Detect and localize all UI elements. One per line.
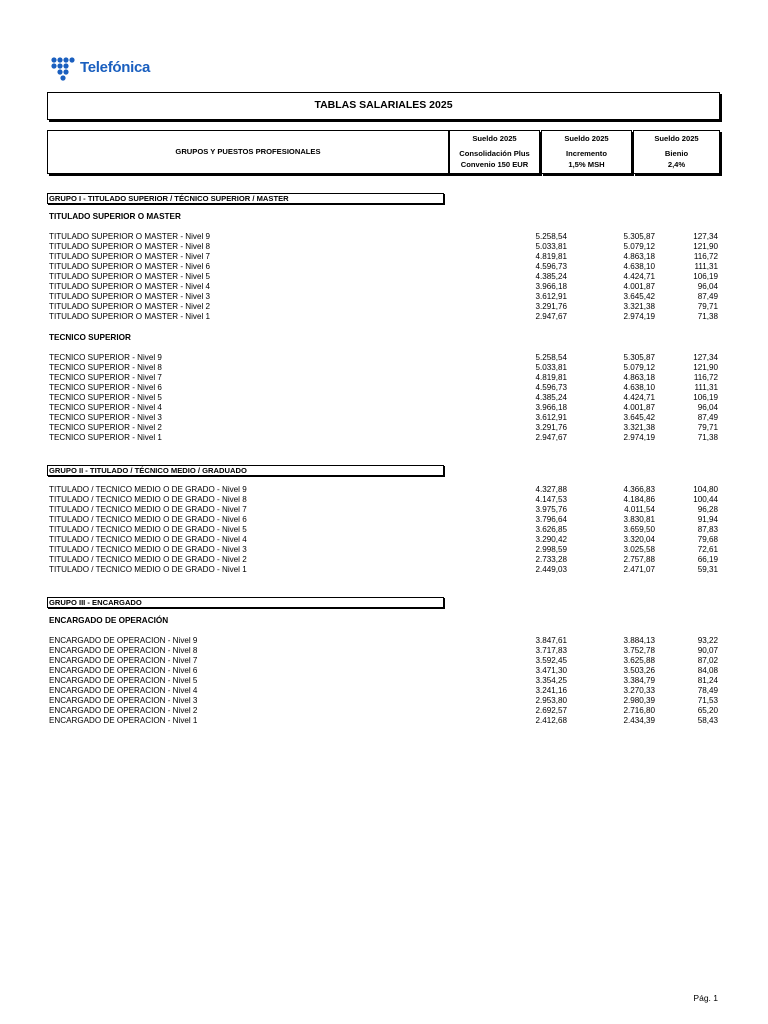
table-row bbox=[49, 383, 718, 393]
row-label: ENCARGADO DE OPERACION - Nivel 1 bbox=[49, 716, 198, 725]
section-subtitle: ENCARGADO DE OPERACIÓN bbox=[49, 616, 169, 625]
row-value-incremento: 4.011,54 bbox=[624, 505, 655, 514]
page-title: TABLAS SALARIALES 2025 bbox=[314, 99, 453, 111]
header-groups-label: GRUPOS Y PUESTOS PROFESIONALES bbox=[175, 147, 321, 156]
table-row bbox=[49, 353, 718, 363]
table-row bbox=[49, 686, 718, 696]
row-label: TITULADO / TECNICO MEDIO O DE GRADO - Nivel 8 bbox=[49, 495, 247, 504]
row-value-incremento: 3.659,50 bbox=[623, 525, 655, 534]
row-value-consolidacion: 3.717,83 bbox=[535, 646, 567, 655]
row-label: TECNICO SUPERIOR - Nivel 2 bbox=[49, 423, 162, 432]
row-value-consolidacion: 2.998,59 bbox=[535, 545, 567, 554]
row-value-bienio: 65,20 bbox=[697, 706, 718, 715]
row-value-bienio: 96,04 bbox=[697, 282, 718, 291]
row-value-consolidacion: 2.733,28 bbox=[535, 555, 567, 564]
row-value-incremento: 2.471,07 bbox=[623, 565, 655, 574]
row-label: ENCARGADO DE OPERACION - Nivel 9 bbox=[49, 636, 198, 645]
section-subtitle: TECNICO SUPERIOR bbox=[49, 333, 131, 342]
header-col3-line2: Bienio bbox=[664, 149, 689, 158]
row-value-bienio: 100,44 bbox=[693, 495, 718, 504]
row-label: TITULADO SUPERIOR O MASTER - Nivel 9 bbox=[49, 232, 210, 241]
table-row bbox=[49, 676, 718, 686]
row-value-consolidacion: 4.385,24 bbox=[535, 393, 567, 402]
row-value-incremento: 3.830,81 bbox=[623, 515, 655, 524]
table-row bbox=[49, 555, 718, 565]
row-value-consolidacion: 3.626,85 bbox=[535, 525, 567, 534]
row-label: TITULADO SUPERIOR O MASTER - Nivel 4 bbox=[49, 282, 210, 291]
row-value-bienio: 84,08 bbox=[697, 666, 718, 675]
row-value-bienio: 121,90 bbox=[693, 242, 718, 251]
row-value-bienio: 58,43 bbox=[697, 716, 718, 725]
group-title: GRUPO II - TITULADO / TÉCNICO MEDIO / GRADUADO bbox=[49, 466, 247, 475]
row-value-bienio: 116,72 bbox=[693, 373, 718, 382]
row-value-consolidacion: 4.819,81 bbox=[535, 373, 567, 382]
table-row bbox=[49, 363, 718, 373]
row-value-consolidacion: 4.147,53 bbox=[535, 495, 567, 504]
row-value-bienio: 79,71 bbox=[697, 423, 718, 432]
row-value-incremento: 3.321,38 bbox=[623, 423, 655, 432]
row-value-bienio: 127,34 bbox=[693, 232, 718, 241]
row-value-consolidacion: 4.596,73 bbox=[535, 383, 567, 392]
table-row bbox=[49, 312, 718, 322]
row-value-bienio: 91,94 bbox=[697, 515, 718, 524]
table-row bbox=[49, 302, 718, 312]
row-value-bienio: 127,34 bbox=[693, 353, 718, 362]
row-value-consolidacion: 3.290,42 bbox=[535, 535, 567, 544]
header-col1-line3: Convenio 150 EUR bbox=[460, 160, 529, 169]
row-value-bienio: 111,31 bbox=[694, 383, 718, 392]
title-box bbox=[47, 92, 720, 120]
row-value-incremento: 5.079,12 bbox=[623, 363, 655, 372]
row-value-consolidacion: 3.612,91 bbox=[535, 292, 567, 301]
company-logo bbox=[50, 56, 160, 82]
row-value-incremento: 2.434,39 bbox=[623, 716, 655, 725]
table-row bbox=[49, 373, 718, 383]
row-value-consolidacion: 2.947,67 bbox=[535, 433, 567, 442]
row-value-consolidacion: 3.471,30 bbox=[535, 666, 567, 675]
row-value-incremento: 4.424,71 bbox=[623, 272, 655, 281]
header-col2-line2: Incremento bbox=[566, 149, 607, 158]
row-label: TITULADO SUPERIOR O MASTER - Nivel 7 bbox=[49, 252, 210, 261]
table-row bbox=[49, 636, 718, 646]
row-value-incremento: 3.321,38 bbox=[623, 302, 655, 311]
row-label: ENCARGADO DE OPERACION - Nivel 6 bbox=[49, 666, 198, 675]
row-value-incremento: 2.980,39 bbox=[623, 696, 655, 705]
row-label: TECNICO SUPERIOR - Nivel 6 bbox=[49, 383, 162, 392]
row-value-bienio: 111,31 bbox=[694, 262, 718, 271]
row-value-consolidacion: 3.291,76 bbox=[535, 302, 567, 311]
header-col3-line1: Sueldo 2025 bbox=[654, 134, 699, 143]
row-value-incremento: 4.863,18 bbox=[623, 373, 655, 382]
row-value-incremento: 5.305,87 bbox=[623, 353, 655, 362]
group-title: GRUPO I - TITULADO SUPERIOR / TÉCNICO SUPERIOR / MASTER bbox=[49, 194, 289, 203]
table-row bbox=[49, 505, 718, 515]
table-row bbox=[49, 646, 718, 656]
telefonica-logo-icon bbox=[50, 56, 78, 82]
table-row bbox=[49, 565, 718, 575]
row-value-incremento: 4.001,87 bbox=[623, 403, 655, 412]
row-value-incremento: 5.305,87 bbox=[623, 232, 655, 241]
row-label: TITULADO SUPERIOR O MASTER - Nivel 2 bbox=[49, 302, 210, 311]
row-value-bienio: 90,07 bbox=[697, 646, 718, 655]
row-label: TITULADO / TECNICO MEDIO O DE GRADO - Nivel 2 bbox=[49, 555, 247, 564]
row-value-incremento: 3.645,42 bbox=[623, 413, 655, 422]
row-label: TITULADO SUPERIOR O MASTER - Nivel 5 bbox=[49, 272, 210, 281]
row-label: TITULADO / TECNICO MEDIO O DE GRADO - Nivel 6 bbox=[49, 515, 247, 524]
row-value-consolidacion: 2.947,67 bbox=[535, 312, 567, 321]
row-value-bienio: 78,49 bbox=[697, 686, 718, 695]
row-value-incremento: 4.001,87 bbox=[623, 282, 655, 291]
row-label: TECNICO SUPERIOR - Nivel 8 bbox=[49, 363, 162, 372]
row-value-consolidacion: 2.953,80 bbox=[535, 696, 567, 705]
row-value-bienio: 106,19 bbox=[693, 393, 718, 402]
group-header bbox=[47, 465, 444, 476]
row-label: TECNICO SUPERIOR - Nivel 9 bbox=[49, 353, 162, 362]
table-row bbox=[49, 545, 718, 555]
row-label: TECNICO SUPERIOR - Nivel 5 bbox=[49, 393, 162, 402]
row-label: ENCARGADO DE OPERACION - Nivel 7 bbox=[49, 656, 198, 665]
row-value-bienio: 121,90 bbox=[693, 363, 718, 372]
row-value-consolidacion: 4.385,24 bbox=[535, 272, 567, 281]
row-value-incremento: 2.757,88 bbox=[623, 555, 655, 564]
row-value-incremento: 4.638,10 bbox=[623, 383, 655, 392]
table-row bbox=[49, 656, 718, 666]
row-value-bienio: 87,83 bbox=[697, 525, 718, 534]
row-value-consolidacion: 3.354,25 bbox=[535, 676, 567, 685]
row-value-consolidacion: 3.241,16 bbox=[535, 686, 567, 695]
row-value-consolidacion: 3.592,45 bbox=[535, 656, 567, 665]
row-value-incremento: 4.424,71 bbox=[623, 393, 655, 402]
row-value-incremento: 3.625,88 bbox=[623, 656, 655, 665]
row-value-consolidacion: 3.612,91 bbox=[535, 413, 567, 422]
row-label: ENCARGADO DE OPERACION - Nivel 5 bbox=[49, 676, 198, 685]
table-row bbox=[49, 232, 718, 242]
row-value-bienio: 66,19 bbox=[697, 555, 718, 564]
table-row bbox=[49, 706, 718, 716]
row-value-consolidacion: 5.033,81 bbox=[535, 363, 567, 372]
table-row bbox=[49, 423, 718, 433]
row-label: ENCARGADO DE OPERACION - Nivel 8 bbox=[49, 646, 198, 655]
table-row bbox=[49, 433, 718, 443]
row-label: ENCARGADO DE OPERACION - Nivel 3 bbox=[49, 696, 198, 705]
row-label: TECNICO SUPERIOR - Nivel 4 bbox=[49, 403, 162, 412]
row-value-bienio: 87,49 bbox=[697, 292, 718, 301]
table-row bbox=[49, 282, 718, 292]
row-label: TITULADO / TECNICO MEDIO O DE GRADO - Nivel 5 bbox=[49, 525, 247, 534]
table-row bbox=[49, 666, 718, 676]
row-label: TITULADO SUPERIOR O MASTER - Nivel 3 bbox=[49, 292, 210, 301]
table-row bbox=[49, 515, 718, 525]
row-value-consolidacion: 4.327,88 bbox=[535, 485, 567, 494]
row-value-incremento: 3.025,58 bbox=[623, 545, 655, 554]
row-value-consolidacion: 3.291,76 bbox=[535, 423, 567, 432]
table-row bbox=[49, 716, 718, 726]
row-label: TITULADO SUPERIOR O MASTER - Nivel 8 bbox=[49, 242, 210, 251]
row-value-consolidacion: 3.796,64 bbox=[535, 515, 567, 524]
row-value-consolidacion: 5.033,81 bbox=[535, 242, 567, 251]
row-value-bienio: 87,02 bbox=[697, 656, 718, 665]
row-value-bienio: 72,61 bbox=[697, 545, 718, 554]
row-value-incremento: 3.320,04 bbox=[623, 535, 655, 544]
row-label: ENCARGADO DE OPERACION - Nivel 4 bbox=[49, 686, 198, 695]
row-label: TECNICO SUPERIOR - Nivel 1 bbox=[49, 433, 162, 442]
row-value-bienio: 59,31 bbox=[697, 565, 718, 574]
row-value-incremento: 2.974,19 bbox=[623, 312, 655, 321]
row-value-consolidacion: 2.692,57 bbox=[535, 706, 567, 715]
table-row bbox=[49, 262, 718, 272]
row-value-bienio: 96,04 bbox=[697, 403, 718, 412]
table-row bbox=[49, 696, 718, 706]
table-row bbox=[49, 292, 718, 302]
row-value-incremento: 4.863,18 bbox=[623, 252, 655, 261]
header-col1-line2: Consolidación Plus bbox=[459, 149, 530, 158]
table-row bbox=[49, 535, 718, 545]
row-value-consolidacion: 4.596,73 bbox=[535, 262, 567, 271]
row-value-consolidacion: 5.258,54 bbox=[535, 353, 567, 362]
row-label: TECNICO SUPERIOR - Nivel 3 bbox=[49, 413, 162, 422]
row-value-bienio: 116,72 bbox=[693, 252, 718, 261]
row-value-incremento: 4.638,10 bbox=[623, 262, 655, 271]
group-header bbox=[47, 193, 444, 204]
row-value-bienio: 87,49 bbox=[697, 413, 718, 422]
row-label: TITULADO / TECNICO MEDIO O DE GRADO - Nivel 7 bbox=[49, 505, 247, 514]
row-value-incremento: 3.645,42 bbox=[623, 292, 655, 301]
header-col1 bbox=[449, 130, 540, 174]
row-label: TITULADO / TECNICO MEDIO O DE GRADO - Nivel 9 bbox=[49, 485, 247, 494]
row-value-incremento: 4.366,83 bbox=[623, 485, 655, 494]
row-value-bienio: 96,28 bbox=[697, 505, 718, 514]
header-col2 bbox=[541, 130, 632, 174]
row-value-consolidacion: 3.847,61 bbox=[535, 636, 567, 645]
row-value-consolidacion: 2.412,68 bbox=[535, 716, 567, 725]
row-value-bienio: 81,24 bbox=[697, 676, 718, 685]
table-row bbox=[49, 242, 718, 252]
row-value-bienio: 71,38 bbox=[697, 312, 718, 321]
header-col3 bbox=[633, 130, 720, 174]
row-value-bienio: 71,38 bbox=[697, 433, 718, 442]
row-value-incremento: 3.884,13 bbox=[623, 636, 655, 645]
row-value-incremento: 2.974,19 bbox=[623, 433, 655, 442]
row-value-consolidacion: 5.258,54 bbox=[535, 232, 567, 241]
row-label: TECNICO SUPERIOR - Nivel 7 bbox=[49, 373, 162, 382]
brand-name: Telefónica bbox=[80, 59, 151, 76]
table-row bbox=[49, 252, 718, 262]
table-row bbox=[49, 393, 718, 403]
header-groups bbox=[47, 130, 449, 174]
table-row bbox=[49, 525, 718, 535]
row-value-incremento: 2.716,80 bbox=[623, 706, 655, 715]
row-label: TITULADO SUPERIOR O MASTER - Nivel 1 bbox=[49, 312, 210, 321]
table-row bbox=[49, 495, 718, 505]
page-number: Pág. 1 bbox=[693, 993, 718, 1003]
row-value-bienio: 106,19 bbox=[693, 272, 718, 281]
header-col2-line3: 1,5% MSH bbox=[568, 160, 605, 169]
row-value-bienio: 104,80 bbox=[693, 485, 718, 494]
row-label: TITULADO / TECNICO MEDIO O DE GRADO - Nivel 3 bbox=[49, 545, 247, 554]
group-title: GRUPO III - ENCARGADO bbox=[49, 598, 142, 607]
row-value-bienio: 71,53 bbox=[697, 696, 718, 705]
table-row bbox=[49, 485, 718, 495]
row-value-incremento: 4.184,86 bbox=[623, 495, 655, 504]
row-label: TITULADO / TECNICO MEDIO O DE GRADO - Nivel 4 bbox=[49, 535, 247, 544]
header-col2-line1: Sueldo 2025 bbox=[564, 134, 609, 143]
table-row bbox=[49, 413, 718, 423]
row-value-incremento: 3.384,79 bbox=[623, 676, 655, 685]
row-value-incremento: 3.503,26 bbox=[623, 666, 655, 675]
row-value-bienio: 93,22 bbox=[697, 636, 718, 645]
row-label: ENCARGADO DE OPERACION - Nivel 2 bbox=[49, 706, 198, 715]
row-value-incremento: 3.270,33 bbox=[623, 686, 655, 695]
row-value-consolidacion: 3.975,76 bbox=[535, 505, 567, 514]
row-value-bienio: 79,68 bbox=[697, 535, 718, 544]
row-value-bienio: 79,71 bbox=[697, 302, 718, 311]
row-label: TITULADO / TECNICO MEDIO O DE GRADO - Nivel 1 bbox=[49, 565, 247, 574]
row-value-consolidacion: 2.449,03 bbox=[535, 565, 567, 574]
row-value-consolidacion: 3.966,18 bbox=[535, 403, 567, 412]
row-label: TITULADO SUPERIOR O MASTER - Nivel 6 bbox=[49, 262, 210, 271]
section-subtitle: TITULADO SUPERIOR O MASTER bbox=[49, 212, 181, 221]
header-col1-line1: Sueldo 2025 bbox=[472, 134, 517, 143]
group-header bbox=[47, 597, 444, 608]
table-row bbox=[49, 272, 718, 282]
row-value-consolidacion: 4.819,81 bbox=[535, 252, 567, 261]
row-value-incremento: 5.079,12 bbox=[623, 242, 655, 251]
table-row bbox=[49, 403, 718, 413]
header-col3-line3: 2,4% bbox=[667, 160, 686, 169]
row-value-consolidacion: 3.966,18 bbox=[535, 282, 567, 291]
row-value-incremento: 3.752,78 bbox=[623, 646, 655, 655]
